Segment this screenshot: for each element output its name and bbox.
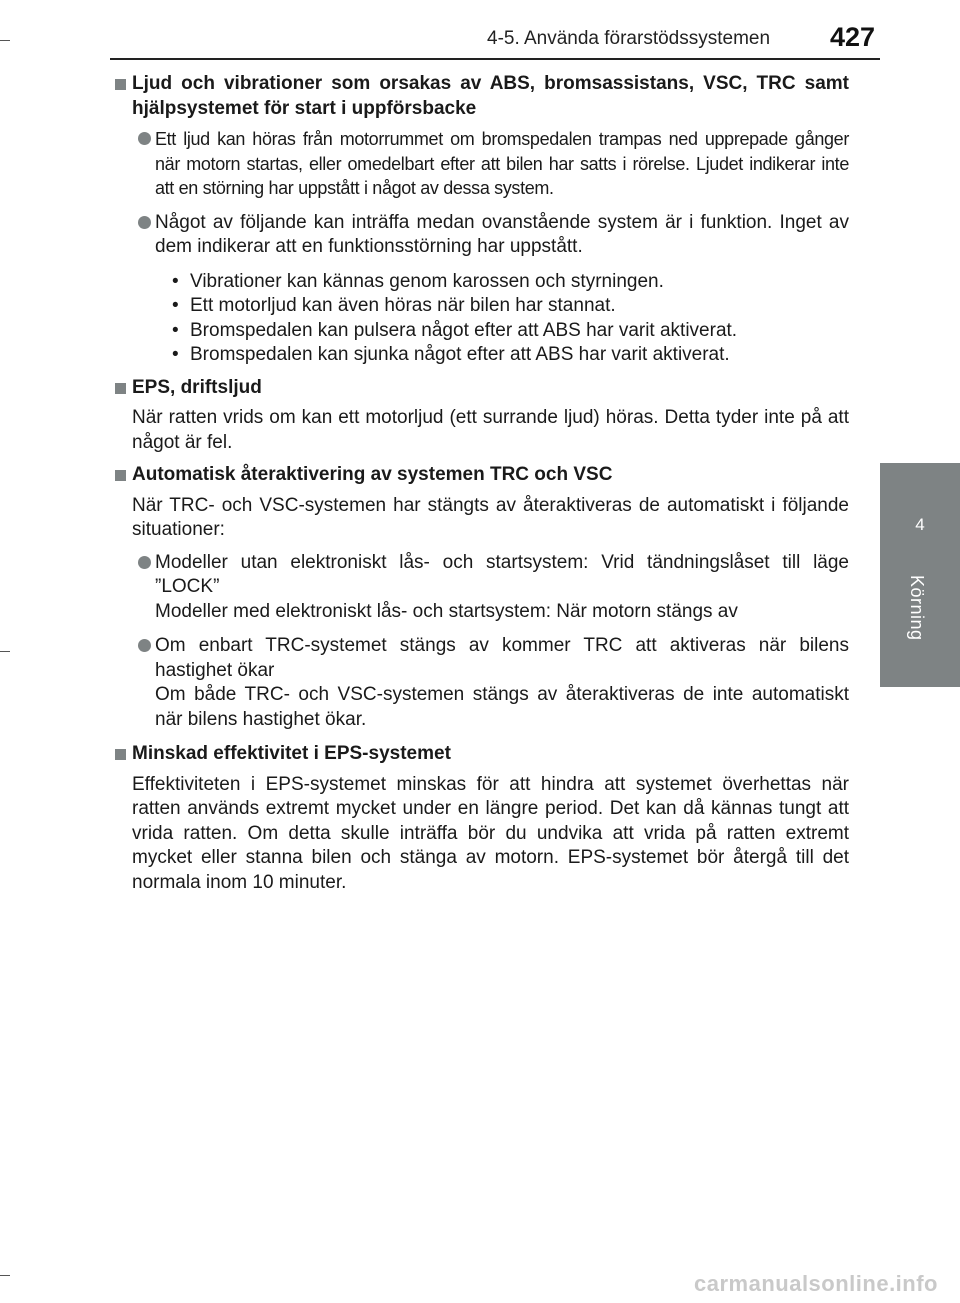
crop-mark-top-left: [0, 40, 10, 41]
chapter-tab-number: 4: [915, 515, 925, 534]
bullet-circle-icon: [138, 216, 151, 229]
section-square-icon: [115, 383, 126, 394]
sub-list-item: • Bromspedalen kan pulsera något efter att ABS har varit aktiverat.: [172, 319, 849, 344]
crop-mark-mid-left: [0, 651, 10, 652]
page-number: 427: [830, 22, 876, 52]
section-title: Ljud och vibrationer som orsakas av ABS, bromsassistans, VSC, TRC samt hjälpsystemet för start i uppförsbacke: [132, 73, 849, 119]
sub-list-item: • Vibrationer kan kännas genom karossen och styrningen.: [172, 270, 849, 295]
bullet-text: Om enbart TRC-systemet stängs av kommer TRC att aktiveras när bilens hastighet ökar: [155, 635, 849, 681]
section-title: EPS, driftsljud: [132, 376, 262, 398]
section-trc-vsc-reactivation: [115, 463, 849, 732]
chapter-tab-label: Körning: [907, 575, 927, 641]
sub-list-item: • Ett motorljud kan även höras när bilen har stannat.: [172, 294, 849, 319]
section-square-icon: [115, 79, 126, 90]
bullet-text: Modeller med elektroniskt lås- och startsystem: När motorn stängs av: [155, 600, 738, 622]
section-square-icon: [115, 749, 126, 760]
bullet-circle-icon: [138, 639, 151, 652]
section-text: När TRC- och VSC-systemen har stängts av återaktiveras de automatiskt i följande situationer:: [132, 494, 849, 540]
crop-mark-bottom-left: [0, 1275, 10, 1276]
section-title: Minskad effektivitet i EPS-systemet: [132, 743, 451, 764]
watermark: carmanualsonline.info: [694, 1271, 938, 1296]
bullet-item: [132, 551, 849, 625]
section-text: När ratten vrids om kan ett motorljud (ett surrande ljud) höras. Detta tyder inte på att något är fel.: [132, 407, 849, 453]
sub-bullet-icon: •: [172, 319, 179, 341]
bullet-text: Om både TRC- och VSC-systemen stängs av återaktiveras de inte automatiskt när bilens hastighet ökar.: [155, 684, 849, 730]
sub-list: [132, 270, 849, 368]
chapter-tab: [880, 463, 960, 687]
section-title: Automatisk återaktivering av systemen TRC och VSC: [132, 464, 613, 485]
bullet-item: [132, 634, 849, 732]
running-header-section: 4-5. Använda förarstödssystemen: [487, 28, 771, 49]
page-content: [115, 72, 849, 903]
header-rule: [110, 58, 880, 60]
section-eps-sound: [115, 376, 849, 456]
bullet-item: [132, 127, 849, 201]
bullet-circle-icon: [138, 132, 151, 145]
bullet-text: Ett ljud kan höras från motorrummet om bromspedalen trampas ned upprepade gånger när motorn startas, eller omedelbart efter att bilen har satts i rörelse. Ljudet indikerar inte att en störning har uppstått i något av dessa system.: [155, 129, 849, 198]
sub-bullet-icon: •: [172, 295, 179, 316]
section-text: Effektiviteten i EPS-systemet minskas för att hindra att systemet överhettas när ratten används extremt mycket under en längre period. Det kan då kännas tungt att vrida ratten. Om detta skulle inträffa bör du undvika att vrida på ratten extremt mycket eller stanna bilen och stänga av motorn. EPS-systemet bör återgå till det normala inom 10 minuter.: [132, 773, 849, 893]
bullet-item: [132, 211, 849, 260]
bullet-circle-icon: [138, 556, 151, 569]
section-square-icon: [115, 470, 126, 481]
section-abs-sounds: [115, 72, 849, 368]
bullet-text: Något av följande kan inträffa medan ovanstående system är i funktion. Inget av dem indikerar att en funktionsstörning har uppstått.: [155, 211, 849, 257]
sub-list-item: • Bromspedalen kan sjunka något efter att ABS har varit aktiverat.: [172, 343, 849, 368]
sub-bullet-icon: •: [172, 344, 179, 365]
sub-bullet-icon: •: [172, 270, 179, 292]
section-eps-efficiency: [115, 742, 849, 895]
bullet-text: Modeller utan elektroniskt lås- och startsystem: Vrid tändningslåset till läge ”LOCK”: [155, 551, 849, 597]
